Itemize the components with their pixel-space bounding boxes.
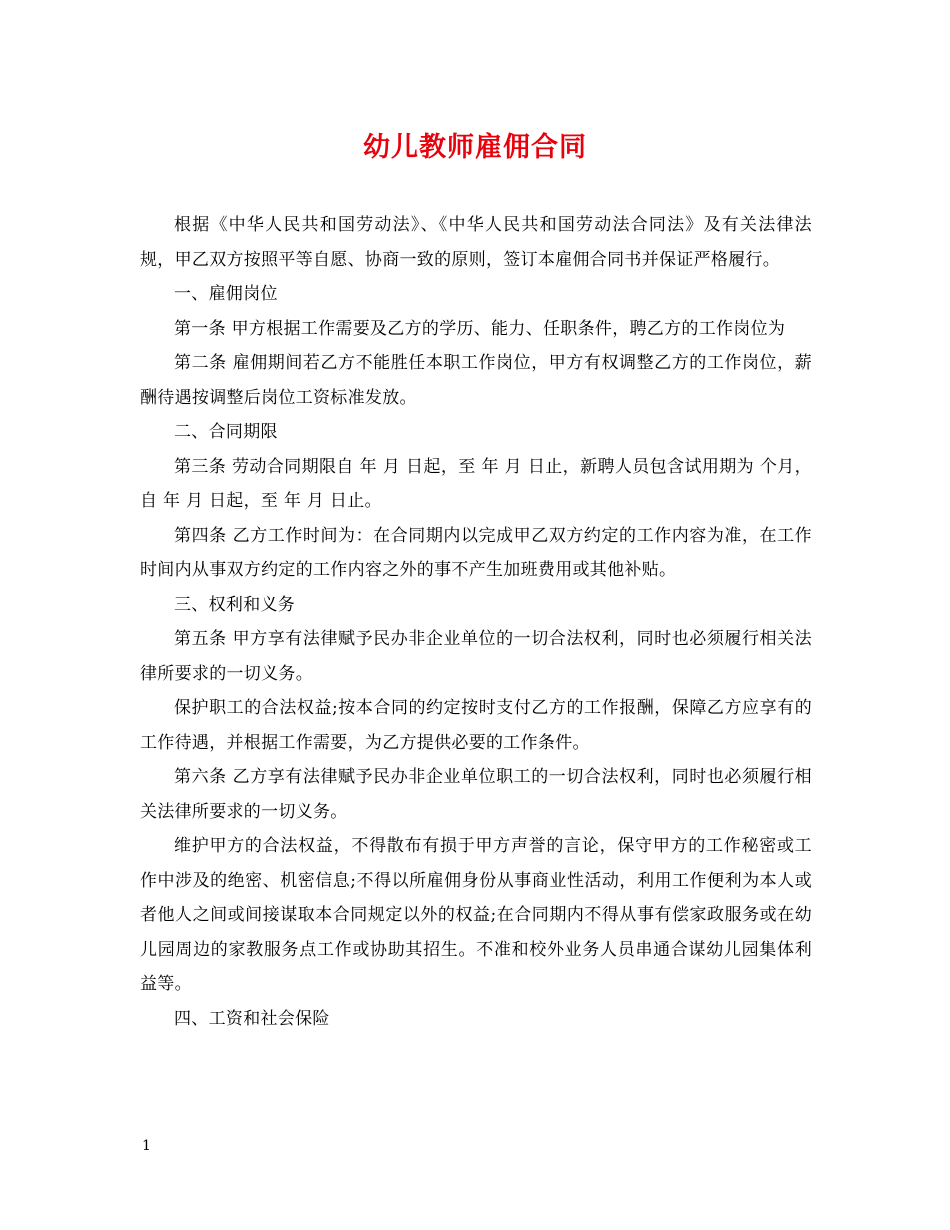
paragraph-employee-duties: 维护甲方的合法权益，不得散布有损于甲方声誉的言论，保守甲方的工作秘密或工作中涉及的绝密、机密信息;不得以所雇佣身份从事商业性活动，利用工作便利为本人或者他人之间或间接谋取本合同规定以外的权益;在合同期内不得从事有偿家政服务或在幼儿园周边的家教服务点工作或协助其招生。不准和校外业务人员串通合谋幼儿园集体利益等。 <box>140 836 812 994</box>
article-1: 第一条 甲方根据工作需要及乙方的学历、能力、任职条件，聘乙方的工作岗位为 <box>174 318 786 339</box>
paragraph-employer-duties: 保护职工的合法权益;按本合同的约定按时支付乙方的工作报酬，保障乙方应享有的工作待遇，并根据工作需要，为乙方提供必要的工作条件。 <box>140 698 812 753</box>
section-heading-employment-position: 一、雇佣岗位 <box>174 284 278 304</box>
article-2: 第二条 雇佣期间若乙方不能胜任本职工作岗位，甲方有权调整乙方的工作岗位，薪酬待遇按调整后岗位工资标准发放。 <box>140 353 812 408</box>
article-4: 第四条 乙方工作时间为：在合同期内以完成甲乙双方约定的工作内容为准，在工作时间内从事双方约定的工作内容之外的事不产生加班费用或其他补贴。 <box>140 525 812 580</box>
document-title: 幼儿教师雇佣合同 <box>363 132 587 163</box>
document-body <box>140 208 812 1036</box>
article-5: 第五条 甲方享有法律赋予民办非企业单位的一切合法权利，同时也必须履行相关法律所要求的一切义务。 <box>140 629 812 684</box>
article-6: 第六条 乙方享有法律赋予民办非企业单位职工的一切合法权利，同时也必须履行相关法律所要求的一切义务。 <box>140 767 812 822</box>
page-number: 1 <box>142 1138 151 1154</box>
paragraph-preamble: 根据《中华人民共和国劳动法》、《中华人民共和国劳动法合同法》及有关法律法规，甲乙双方按照平等自愿、协商一致的原则，签订本雇佣合同书并保证严格履行。 <box>140 215 812 270</box>
section-heading-rights-obligations: 三、权利和义务 <box>174 594 296 615</box>
section-heading-contract-term: 二、合同期限 <box>174 422 278 442</box>
section-heading-wages-insurance: 四、工资和社会保险 <box>174 1008 330 1029</box>
article-3: 第三条 劳动合同期限自 年 月 日起，至 年 月 日止，新聘人员包含试用期为 个月，自 年 月 日起，至 年 月 日止。 <box>140 456 812 511</box>
